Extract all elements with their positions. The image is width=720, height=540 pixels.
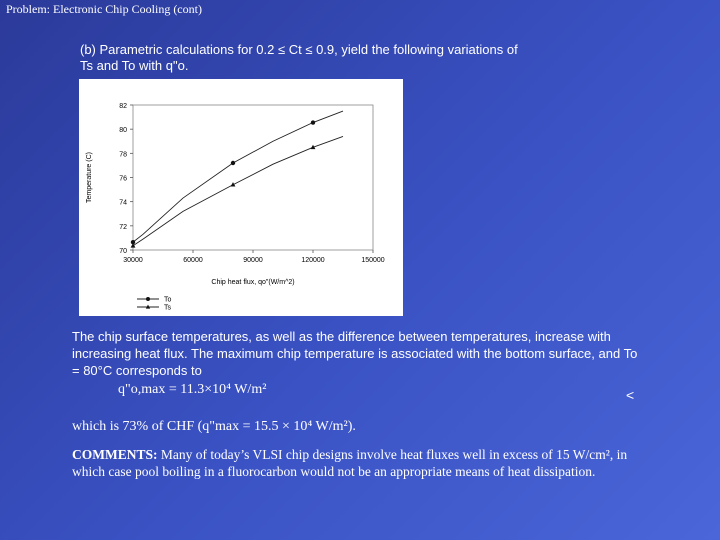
x-tick-label: 90000	[243, 257, 263, 264]
y-tick-label: 76	[119, 175, 127, 183]
legend-marker-To	[146, 297, 150, 301]
intro-line-1: (b) Parametric calculations for 0.2 ≤ Ct ≤ 0.9, yield the following variations of	[80, 42, 518, 57]
max-flux-equation: q"o,max = 11.3×10⁴ W/m²	[118, 382, 267, 397]
series-point-To	[311, 120, 315, 124]
y-tick-label: 72	[119, 223, 127, 231]
y-tick-label: 78	[119, 151, 127, 159]
x-tick-label: 60000	[183, 257, 203, 264]
x-axis-label: Chip heat flux, qo"(W/m^2)	[211, 279, 295, 286]
legend-label-Ts: Ts	[164, 304, 171, 312]
comments-label: COMMENTS:	[72, 447, 158, 462]
y-tick-label: 80	[119, 127, 127, 135]
temperature-chart	[79, 79, 403, 316]
series-point-Ts	[131, 243, 136, 247]
result-marker: <	[626, 387, 635, 403]
series-line-To	[133, 111, 343, 242]
slide-header: Problem: Electronic Chip Cooling (cont)	[6, 2, 202, 16]
x-tick-label: 120000	[301, 257, 325, 264]
y-tick-label: 82	[119, 103, 127, 110]
series-line-Ts	[133, 136, 343, 245]
legend-label-To: To	[164, 296, 172, 304]
y-axis-label: Temperature (C)	[86, 152, 93, 203]
y-tick-label: 74	[119, 199, 127, 207]
plot-frame	[133, 105, 373, 250]
chf-line: which is 73% of CHF (q"max = 15.5 × 10⁴ W/m²).	[72, 419, 356, 434]
chart-svg	[79, 79, 403, 316]
comments-text: Many of today’s VLSI chip designs involve heat fluxes well in excess of 15 W/cm², in which case pool boiling in a fluorocarbon would not be an appropriate means of heat dissipation.	[72, 447, 628, 479]
y-tick-label: 70	[119, 248, 127, 255]
results-paragraph: The chip surface temperatures, as well as the difference between temperatures, increase with increasing heat flux. The maximum chip temperature is associated with the bottom surface, and To = 80°C corresponds to	[72, 329, 638, 378]
comments-block	[72, 446, 652, 480]
x-tick-label: 150000	[361, 257, 385, 264]
x-tick-label: 30000	[123, 257, 143, 264]
intro-line-2: Ts and To with q"o.	[80, 58, 189, 73]
intro-text	[80, 42, 580, 74]
series-point-To	[231, 161, 235, 165]
